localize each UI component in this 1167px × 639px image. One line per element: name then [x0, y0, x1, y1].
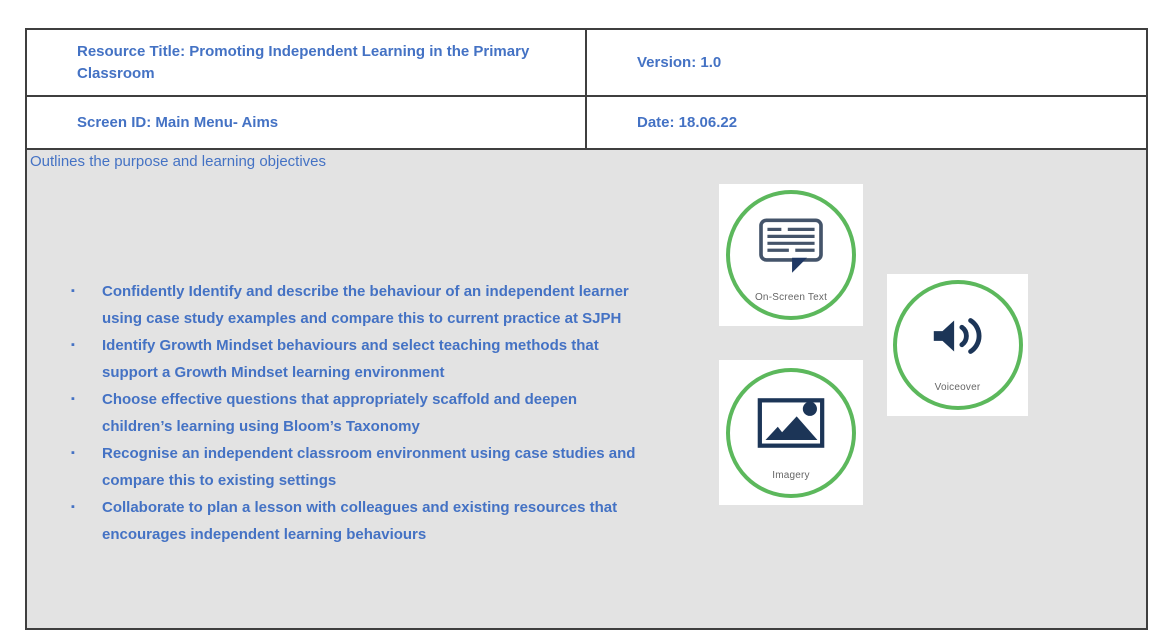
imagery-tile[interactable] [719, 360, 863, 505]
tile-label: On-Screen Text [754, 292, 828, 303]
date-text: Date: 18.06.22 [637, 113, 738, 131]
speech-bubble-text-icon [756, 216, 826, 281]
objective-item: ▪ Recognise an independent classroom environment using case studies and compare this to existing settings [69, 440, 641, 494]
version-text: Version: 1.0 [637, 53, 722, 71]
resource-title-cell [27, 30, 587, 97]
screen-id-cell [27, 97, 587, 148]
objective-item: ▪ Identify Growth Mindset behaviours and select teaching methods that support a Growth Mindset learning environment [69, 332, 641, 386]
objective-item: ▪ Collaborate to plan a lesson with colleagues and existing resources that encourages independent learning behaviours [69, 494, 641, 548]
on-screen-text-tile[interactable] [719, 184, 863, 326]
green-circle [726, 368, 856, 498]
objective-item: ▪ Choose effective questions that appropriately scaffold and deepen children’s learning using Bloom’s Taxonomy [69, 386, 641, 440]
storyboard-sheet [25, 28, 1148, 630]
resource-title-text: Resource Title: Promoting Independent Learning in the Primary Classroom [77, 42, 530, 82]
objective-item: ▪ Confidently Identify and describe the behaviour of an independent learner using case study examples and compare this to current practice at SJPH [69, 278, 641, 332]
picture-icon [757, 397, 825, 454]
screen-purpose-text: Outlines the purpose and learning objectives [30, 153, 327, 170]
speaker-sound-icon [927, 312, 989, 365]
green-circle [893, 280, 1023, 410]
screen-description-panel [25, 150, 1148, 630]
voiceover-tile[interactable] [887, 274, 1028, 416]
header-table [25, 28, 1148, 150]
version-cell [587, 30, 1146, 97]
learning-objectives-list [69, 278, 641, 548]
tile-label: Voiceover [934, 382, 981, 393]
screen-id-text: Screen ID: Main Menu- Aims [77, 113, 279, 131]
green-circle [726, 190, 856, 320]
date-cell [587, 97, 1146, 148]
tile-label: Imagery [772, 469, 810, 481]
